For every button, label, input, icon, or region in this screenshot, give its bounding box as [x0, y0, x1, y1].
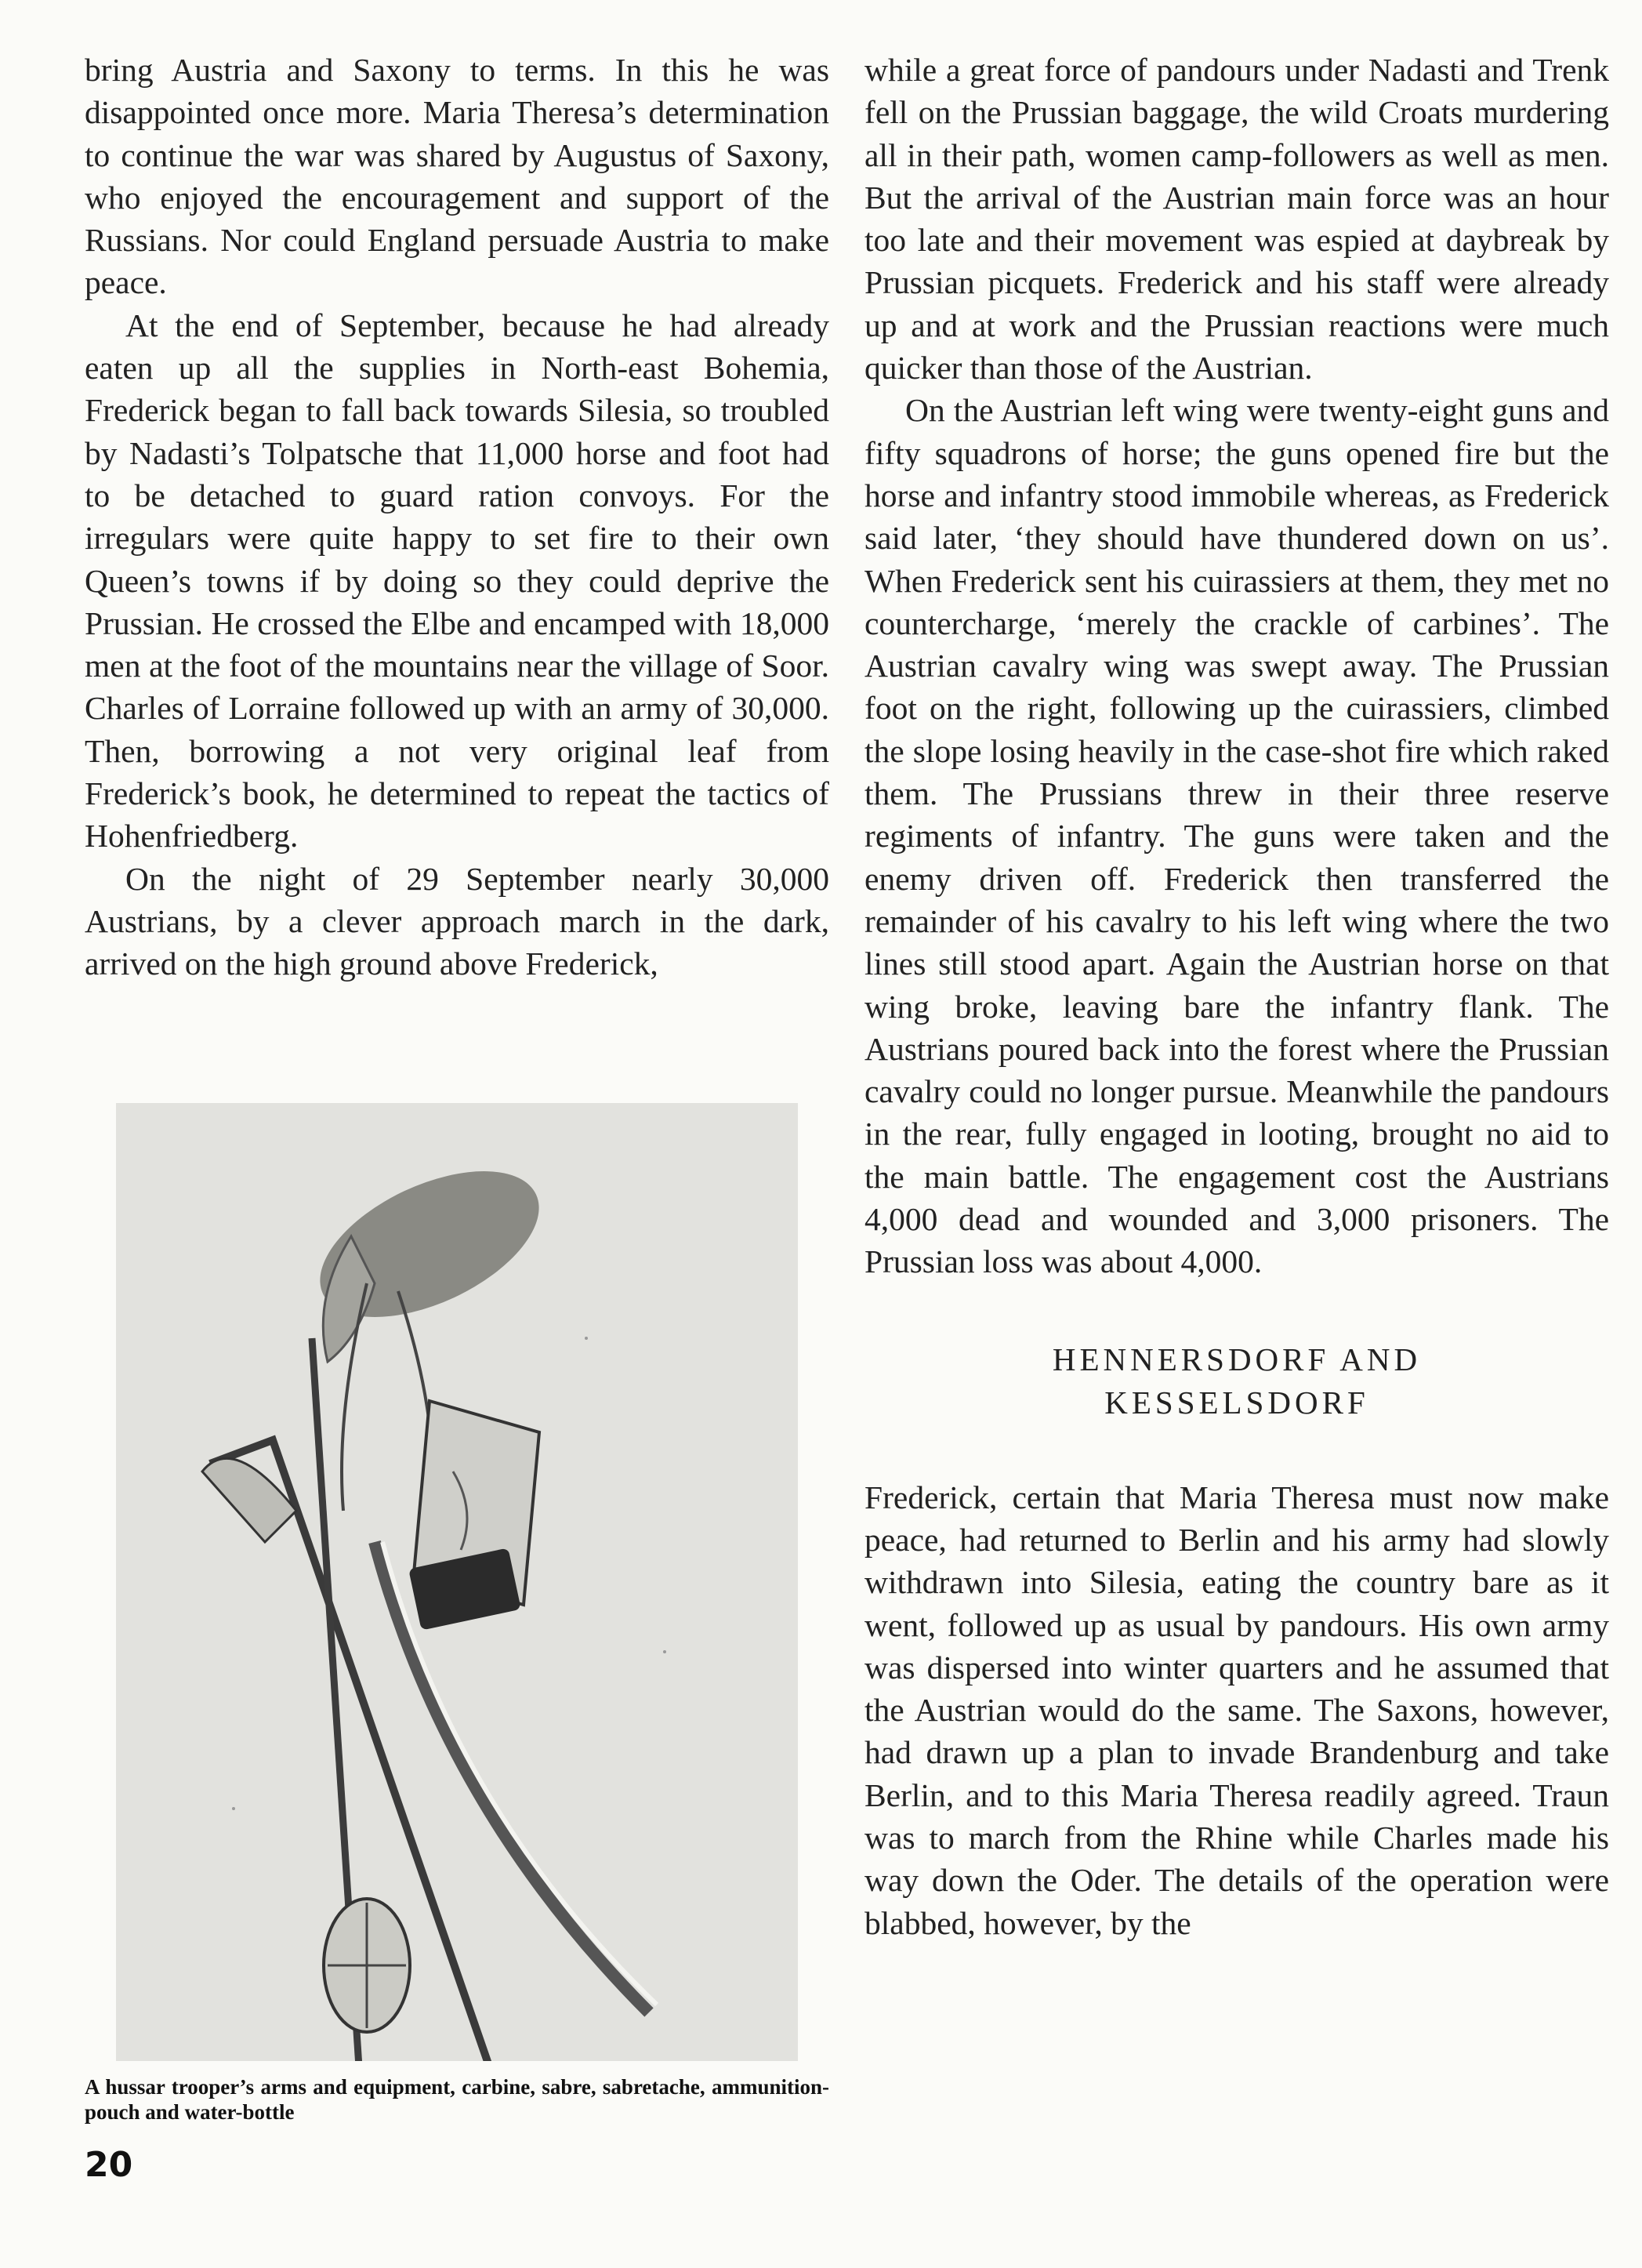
page-number: 20	[85, 2145, 133, 2185]
body-paragraph: Frederick, certain that Maria Theresa must now make peace, had returned to Berlin and his army had slowly withdrawn into Silesia, eating the country bare as it went, followed up as usual by pandours. His own army was dispersed into winter quarters and he assumed that the Austrian would do the same. The Saxons, however, had drawn up a plan to invade Brandenburg and take Berlin, and to this Maria Theresa readily agreed. Traun was to march from the Rhine while Charles made his way down the Oder. The details of the operation were blabbed, however, by the	[864, 1479, 1609, 1941]
section-heading-line: KESSELSDORF	[1104, 1384, 1369, 1421]
section-heading	[864, 1338, 1609, 1424]
body-paragraph: On the night of 29 September nearly 30,000 Austrians, by a clever approach march in the dark, arrived on the high ground above Frederick,	[85, 860, 829, 982]
section-heading-line: HENNERSDORF AND	[1052, 1341, 1422, 1377]
body-paragraph: while a great force of pandours under Nadasti and Trenk fell on the Prussian baggage, the wild Croats murdering all in their path, women camp-followers as well as men. But the arrival of the Austrian main force was an hour too late and their movement was espied at daybreak by Prussian picquets. Frederick and his staff were already up and at work and the Prussian reactions were much quicker than those of the Austrian.	[864, 52, 1609, 386]
body-paragraph: bring Austria and Saxony to terms. In this he was disappointed once more. Maria Theresa’s determination to continue the war was shared by Augustus of Saxony, who enjoyed the encouragement and support of the Russians. Nor could England persuade Austria to make peace.	[85, 52, 829, 301]
right-column	[864, 49, 1609, 1944]
hussar-equipment-illustration	[116, 1103, 798, 2061]
figure-caption: A hussar trooper’s arms and equipment, carbine, sabre, sabretache, ammunition-pouch and water-bottle	[85, 2075, 829, 2124]
body-paragraph: On the Austrian left wing were twenty-eight guns and fifty squadrons of horse; the guns opened fire but the horse and infantry stood immobile whereas, as Frederick said later, ‘they should have thundered down on us’. When Frederick sent his cuirassiers at them, they met no countercharge, ‘merely the crackle of carbines’. The Austrian cavalry wing was swept away. The Prussian foot on the right, following up the cuirassiers, climbed the slope losing heavily in the case-shot fire which raked them. The Prussians threw in their three reserve regiments of infantry. The guns were taken and the enemy driven off. Frederick then transferred the remainder of his cavalry to his left wing where the two lines still stood apart. Again the Austrian horse on that wing broke, leaving bare the infantry flank. The Austrians poured back into the forest where the Prussian cavalry could no longer pursue. Meanwhile the pandours in the rear, fully engaged in looting, brought no aid to the main battle. The engagement cost the Austrians 4,000 dead and wounded and 3,000 prisoners. The Prussian loss was about 4,000.	[864, 392, 1609, 1280]
left-column	[85, 49, 829, 985]
body-paragraph: At the end of September, because he had already eaten up all the supplies in North-east Bohemia, Frederick began to fall back towards Silesia, so troubled by Nadasti’s Tolpatsche that 11,000 horse and foot had to be detached to guard ration convoys. For the irregulars were quite happy to set fire to their own Queen’s towns if by doing so they could deprive the Prussian. He crossed the Elbe and encamped with 18,000 men at the foot of the mountains near the village of Soor. Charles of Lorraine followed up with an army of 30,000. Then, borrowing a not very original leaf from Frederick’s book, he determined to repeat the tactics of Hohenfriedberg.	[85, 307, 829, 855]
